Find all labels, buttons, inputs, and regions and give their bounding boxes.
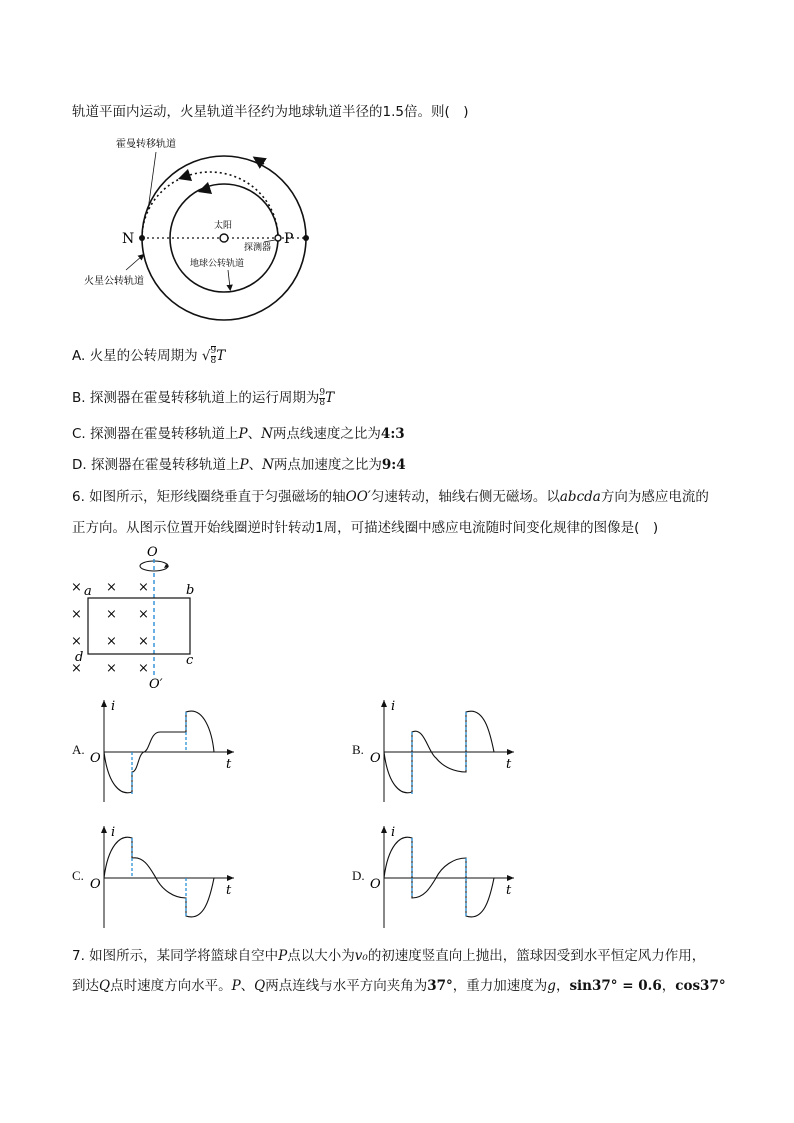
i-axis-arrow xyxy=(101,700,107,707)
q7-sin: sin37° = 0.6 xyxy=(569,978,662,994)
label-o-top: O xyxy=(147,545,158,560)
point-n-label: N xyxy=(122,231,135,247)
q7-text-e: 点时速度方向水平。 xyxy=(110,978,232,994)
q7-sep: 、 xyxy=(240,978,255,994)
current-curve xyxy=(384,837,494,917)
i-axis-arrow xyxy=(101,826,107,833)
field-cross: × xyxy=(71,580,82,595)
sun xyxy=(220,234,228,242)
q6-line1 xyxy=(72,487,709,507)
q7-text-c: 的初速度竖直向上抛出，篮球因受到水平恒定风力作用， xyxy=(367,948,706,964)
option-b-var: T xyxy=(325,390,335,406)
label-o-bottom: O′ xyxy=(149,677,163,692)
origin-label: O xyxy=(370,877,381,892)
field-cross: × xyxy=(106,580,117,595)
sqrt-sign: √ xyxy=(201,348,211,364)
option-a xyxy=(72,346,225,366)
q7-point-q: Q xyxy=(99,978,111,994)
field-cross: × xyxy=(106,661,117,676)
i-axis-label: i xyxy=(391,825,396,840)
q7-text-g: ，重力加速度为 xyxy=(452,978,548,994)
label-c: c xyxy=(186,653,194,668)
field-cross: × xyxy=(71,634,82,649)
t-axis-label: t xyxy=(506,757,512,772)
i-axis-arrow xyxy=(381,826,387,833)
field-cross: × xyxy=(138,661,149,676)
option-d-sep: 、 xyxy=(248,457,263,473)
field-cross: × xyxy=(138,580,149,595)
q6-text-c: 方向为感应电流的 xyxy=(600,489,709,505)
graph-d xyxy=(366,822,526,932)
option-c-sep: 、 xyxy=(247,426,262,442)
option-b-text: B. 探测器在霍曼转移轨道上的运行周期为 xyxy=(72,390,320,406)
i-axis-label: i xyxy=(391,699,396,714)
option-b-fraction: $\frac{9}{8}$ xyxy=(319,387,326,408)
option-d-ratio: 9:4 xyxy=(381,457,406,473)
t-axis-arrow xyxy=(507,875,514,881)
q7-angle: 37° xyxy=(427,978,453,994)
origin-label: O xyxy=(90,877,101,892)
q7-point-p: P xyxy=(278,948,288,964)
option-c-n: N xyxy=(261,426,273,442)
graph-a xyxy=(86,696,246,806)
option-d-p: P xyxy=(239,457,249,473)
field-cross: × xyxy=(106,634,117,649)
option-c-suffix: 两点线速度之比为 xyxy=(272,426,381,442)
q7-comma2: ， xyxy=(661,978,676,994)
label-b: b xyxy=(186,583,195,598)
mars-orbit-label: 火星公转轨道 xyxy=(84,276,144,287)
option-c-p: P xyxy=(238,426,248,442)
q6-axis: OO′ xyxy=(345,489,371,505)
t-axis-arrow xyxy=(227,749,234,755)
point-p-label: P xyxy=(284,231,294,247)
option-a-text: A. 火星的公转周期为 xyxy=(72,348,198,364)
q6-text-a: 6. 如图所示，矩形线圈绕垂直于匀强磁场的轴 xyxy=(72,489,346,505)
q7-line1 xyxy=(72,946,705,966)
option-c-ratio: 4:3 xyxy=(380,426,405,442)
i-axis-label: i xyxy=(111,825,116,840)
q7-comma: ， xyxy=(555,978,570,994)
q7-cos: cos37° xyxy=(675,978,726,994)
earth-orbit-pointer xyxy=(228,270,230,288)
graph-c xyxy=(86,822,246,932)
q7-text-a: 7. 如图所示，某同学将篮球自空中 xyxy=(72,948,279,964)
graph-b-label: B. xyxy=(352,742,364,757)
q5-intro: 轨道平面内运动，火星轨道半径约为地球轨道半径的1.5倍。则( ) xyxy=(72,104,469,120)
q6-line2: 正方向。从图示位置开始线圈逆时针转动1周，可描述线圈中感应电流随时间变化规律的图像是( ) xyxy=(72,520,659,536)
hohmann-orbit xyxy=(142,172,278,238)
i-axis-label: i xyxy=(111,699,116,714)
option-d xyxy=(72,455,406,475)
current-curve xyxy=(104,837,214,917)
option-a-var: T xyxy=(216,348,226,364)
field-cross: × xyxy=(71,661,82,676)
t-axis-arrow xyxy=(227,875,234,881)
q7-text-f: 两点连线与水平方向夹角为 xyxy=(265,978,428,994)
orbit-diagram xyxy=(78,130,338,330)
q7-line2 xyxy=(72,976,726,996)
sun-label: 太阳 xyxy=(214,221,233,231)
field-cross: × xyxy=(71,607,82,622)
q6-abcda: abcda xyxy=(559,489,601,505)
q6-text-b: 匀速转动，轴线右侧无磁场。以 xyxy=(370,489,560,505)
field-cross: × xyxy=(138,634,149,649)
option-c xyxy=(72,424,405,444)
q7-gravity: g xyxy=(547,978,556,994)
origin-label: O xyxy=(370,751,381,766)
origin-label: O xyxy=(90,751,101,766)
mars-dot xyxy=(303,235,309,241)
option-d-text: D. 探测器在霍曼转移轨道上 xyxy=(72,457,240,473)
hohmann-label: 霍曼转移轨道 xyxy=(116,139,176,150)
t-axis-label: t xyxy=(226,757,232,772)
option-b xyxy=(72,388,334,408)
option-a-fraction: $\frac{9}{8}$ xyxy=(210,346,217,366)
option-c-text: C. 探测器在霍曼转移轨道上 xyxy=(72,426,239,442)
probe-pointer xyxy=(264,240,275,242)
graph-b xyxy=(366,696,526,806)
earth-orbit-label: 地球公转轨道 xyxy=(190,259,245,269)
i-axis-arrow xyxy=(381,700,387,707)
option-d-n: N xyxy=(262,457,274,473)
t-axis-arrow xyxy=(507,749,514,755)
coil-diagram xyxy=(66,544,216,694)
t-axis-label: t xyxy=(226,883,232,898)
hohmann-arrow xyxy=(184,175,190,177)
option-d-suffix: 两点加速度之比为 xyxy=(273,457,382,473)
hohmann-pointer xyxy=(148,152,156,210)
q7-text-d: 到达 xyxy=(72,978,99,994)
q7-v0: v₀ xyxy=(354,948,368,964)
label-d: d xyxy=(75,650,84,665)
point-n-dot xyxy=(139,235,145,241)
graph-d-label: D. xyxy=(352,868,365,883)
field-cross: × xyxy=(138,607,149,622)
q7-text-b: 点以大小为 xyxy=(287,948,355,964)
q7-point-q2: Q xyxy=(254,978,266,994)
probe-label: 探测器 xyxy=(244,243,272,253)
t-axis-label: t xyxy=(506,883,512,898)
field-cross: × xyxy=(106,607,117,622)
mars-orbit-pointer xyxy=(126,256,142,270)
q7-point-p2: P xyxy=(231,978,241,994)
label-a: a xyxy=(84,584,92,599)
graph-a-label: A. xyxy=(72,742,85,757)
probe xyxy=(275,235,281,241)
graph-c-label: C. xyxy=(72,868,84,883)
